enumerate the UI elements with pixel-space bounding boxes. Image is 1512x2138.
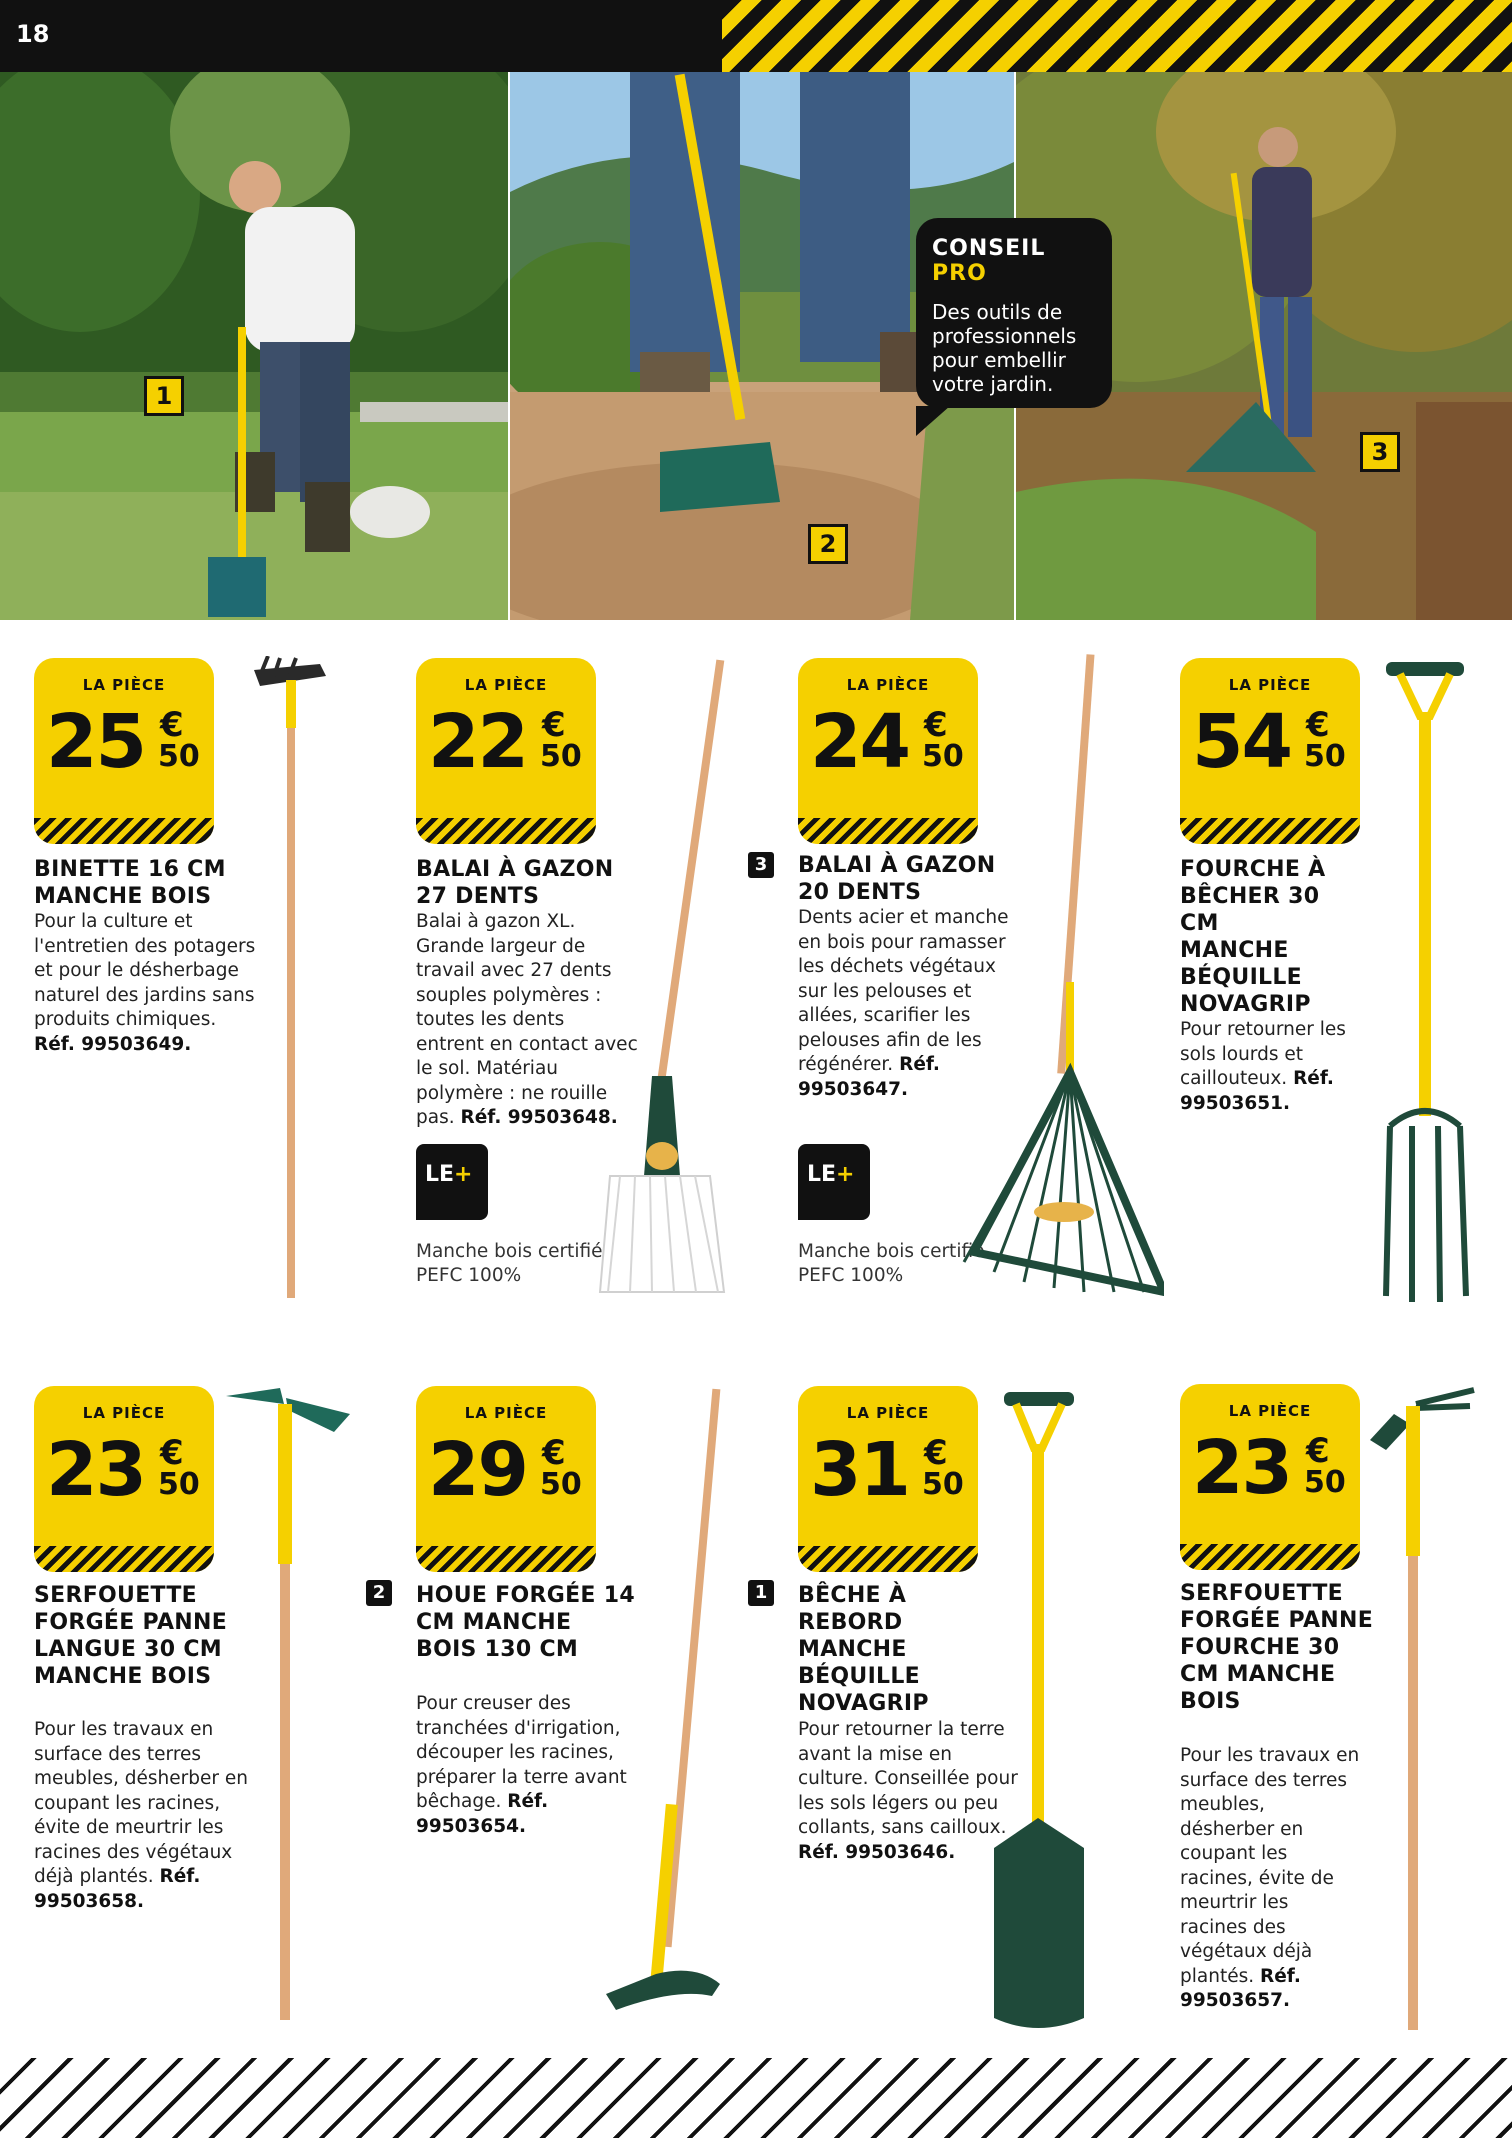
product-title: HOUE FORGÉE 14 CM MANCHE BOIS 130 CM xyxy=(416,1583,635,1662)
product-description-text: Pour les travaux en surface des terres meubles, désherber en coupant les racines, évite de meurtrir les racines des végétaux déjà plantés. xyxy=(34,1719,248,1887)
advice-text: Des outils de professionnels pour embellir votre jardin. xyxy=(932,300,1077,396)
price-decimals: 50 xyxy=(1304,739,1346,774)
balai-27-rake-image xyxy=(590,656,730,1296)
product-reference: Réf. 99503648. xyxy=(460,1107,618,1128)
price-integer: 23 xyxy=(46,1427,145,1513)
price-tag xyxy=(798,1386,978,1572)
product-reference: Réf. 99503657. xyxy=(1180,1965,1301,2011)
price-currency: € xyxy=(542,1433,566,1473)
price-integer: 25 xyxy=(46,699,145,785)
product-description-text: Pour retourner la terre avant la mise en culture. Conseillée pour les sols légers ou peu collants, sans cailloux. xyxy=(798,1719,1018,1838)
price-tag xyxy=(34,658,214,844)
photo-reference-badge: 2 xyxy=(366,1580,392,1606)
page-number: 18 xyxy=(16,20,50,48)
photo-gardener-spade xyxy=(0,72,508,620)
price-label: LA PIÈCE xyxy=(464,1404,548,1422)
product-description-text: Pour les travaux en surface des terres meubles, désherber en coupant les racines, évite de meurtrir les racines des végétaux déjà plantés. xyxy=(1180,1745,1360,1987)
product-description-text: Balai à gazon XL. Grande largeur de travail avec 27 dents souples polymères : toutes les dents entrent en contact avec le sol. Matériau polymère : ne rouille pas. xyxy=(416,911,638,1128)
price-label: LA PIÈCE xyxy=(82,1404,166,1422)
price-label: LA PIÈCE xyxy=(846,676,930,694)
serfouette-fourche-image xyxy=(1366,1384,1478,2034)
price-tag xyxy=(416,1386,596,1572)
product-title: BALAI À GAZON 27 DENTS xyxy=(416,857,614,909)
price-currency: € xyxy=(160,1433,184,1473)
price-currency: € xyxy=(542,705,566,745)
advice-title xyxy=(932,236,1096,286)
le-plus-badge xyxy=(798,1144,870,1220)
product-reference: Réf. 99503658. xyxy=(34,1866,201,1912)
price-stripes xyxy=(798,818,978,844)
product-reference: Réf. 99503651. xyxy=(1180,1068,1334,1114)
price-stripes xyxy=(34,1546,214,1572)
price-tag xyxy=(1180,1384,1360,1570)
product-title: BÊCHE À REBORD MANCHE BÉQUILLE NOVAGRIP xyxy=(798,1583,929,1716)
price-currency: € xyxy=(1306,705,1330,745)
price-currency: € xyxy=(1306,1431,1330,1471)
price-stripes xyxy=(416,818,596,844)
price-tag xyxy=(416,658,596,844)
price-stripes xyxy=(416,1546,596,1572)
product-description-text: Dents acier et manche en bois pour ramasser les déchets végétaux sur les pelouses et allées, scarifier les pelouses afin de les régénérer. xyxy=(798,907,1009,1075)
photo-reference-badge: 3 xyxy=(748,852,774,878)
le-plus-plus: + xyxy=(836,1162,855,1187)
le-plus-le: LE xyxy=(807,1162,837,1187)
price-decimals: 50 xyxy=(158,1467,200,1502)
product-reference: Réf. 99503647. xyxy=(798,1054,940,1100)
product-description-text: Pour creuser des tranchées d'irrigation, découper les racines, préparer la terre avant bêchage. xyxy=(416,1693,627,1812)
photo-badge-2: 2 xyxy=(808,524,848,564)
price-stripes xyxy=(1180,818,1360,844)
price-decimals: 50 xyxy=(158,739,200,774)
product-title: SERFOUETTE FORGÉE PANNE LANGUE 30 CM MANCHE BOIS xyxy=(34,1583,228,1689)
product-description-text: Pour la culture et l'entretien des potagers et pour le désherbage naturel des jardins sans produits chimiques. xyxy=(34,911,256,1030)
fourche-fork-image xyxy=(1370,656,1480,1306)
price-label: LA PIÈCE xyxy=(846,1404,930,1422)
product-title: SERFOUETTE FORGÉE PANNE FOURCHE 30 CM MANCHE BOIS xyxy=(1180,1581,1374,1714)
price-decimals: 50 xyxy=(1304,1465,1346,1500)
advice-bubble xyxy=(916,218,1112,408)
le-plus-le: LE xyxy=(425,1162,455,1187)
price-tag xyxy=(1180,658,1360,844)
price-stripes xyxy=(34,818,214,844)
balai-20-rake-image xyxy=(954,652,1164,1296)
product-title: BINETTE 16 CM MANCHE BOIS xyxy=(34,857,226,909)
price-stripes xyxy=(1180,1544,1360,1570)
price-label: LA PIÈCE xyxy=(82,676,166,694)
product-description xyxy=(1180,1744,1360,2014)
le-plus-plus: + xyxy=(454,1162,473,1187)
product-reference: Réf. 99503654. xyxy=(416,1791,549,1837)
product-description xyxy=(1180,1018,1360,1116)
beche-spade-image xyxy=(984,1388,1094,2032)
serfouette-langue-image xyxy=(224,1384,354,2024)
price-decimals: 50 xyxy=(922,1467,964,1502)
price-tag xyxy=(34,1386,214,1572)
price-integer: 54 xyxy=(1192,699,1291,785)
le-plus-badge xyxy=(416,1144,488,1220)
footer-stripes xyxy=(0,2058,1512,2138)
header-stripes xyxy=(722,0,1512,72)
price-currency: € xyxy=(160,705,184,745)
price-decimals: 50 xyxy=(540,739,582,774)
price-currency: € xyxy=(924,1433,948,1473)
price-integer: 23 xyxy=(1192,1425,1291,1511)
price-integer: 22 xyxy=(428,699,527,785)
price-decimals: 50 xyxy=(540,1467,582,1502)
houe-hoe-image xyxy=(596,1384,726,2014)
product-title: BALAI À GAZON 20 DENTS xyxy=(798,853,996,905)
price-tag xyxy=(798,658,978,844)
le-plus-note: Manche bois certifié PEFC 100% xyxy=(416,1241,603,1286)
photo-badge-3: 3 xyxy=(1360,432,1400,472)
product-description xyxy=(34,1718,256,1914)
price-integer: 29 xyxy=(428,1427,527,1513)
price-stripes xyxy=(798,1546,978,1572)
le-plus-note: Manche bois certifié PEFC 100% xyxy=(798,1241,985,1286)
price-currency: € xyxy=(924,705,948,745)
binette-hoe-image xyxy=(250,656,330,1306)
price-integer: 24 xyxy=(810,699,909,785)
price-decimals: 50 xyxy=(922,739,964,774)
top-header-bar xyxy=(0,0,1512,72)
advice-title-prefix: CONSEIL xyxy=(932,236,1046,261)
product-reference: Réf. 99503646. xyxy=(798,1841,956,1863)
photo-badge-1: 1 xyxy=(144,376,184,416)
price-label: LA PIÈCE xyxy=(1228,1402,1312,1420)
product-title: FOURCHE À BÊCHER 30 CM MANCHE BÉQUILLE NOVAGRIP xyxy=(1180,857,1326,1017)
product-reference: Réf. 99503649. xyxy=(34,1033,192,1055)
price-label: LA PIÈCE xyxy=(464,676,548,694)
product-description xyxy=(34,910,256,1057)
price-label: LA PIÈCE xyxy=(1228,676,1312,694)
price-integer: 31 xyxy=(810,1427,909,1513)
photo-reference-badge: 1 xyxy=(748,1580,774,1606)
advice-title-accent: PRO xyxy=(932,261,987,286)
product-description-text: Pour retourner les sols lourds et caillouteux. xyxy=(1180,1019,1346,1089)
